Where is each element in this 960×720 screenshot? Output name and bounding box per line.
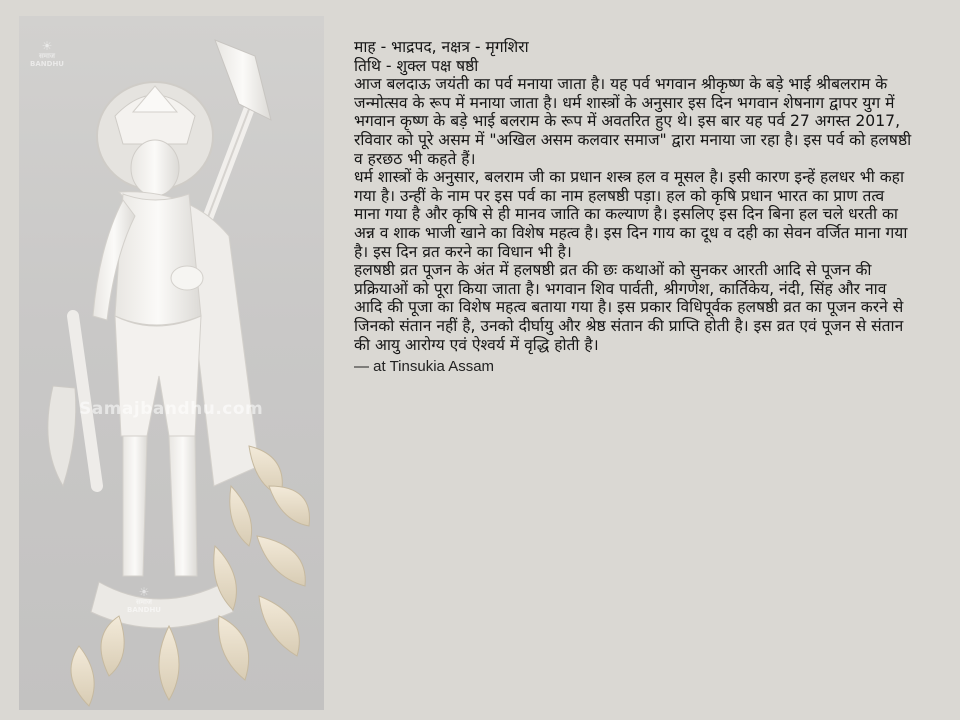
logo-bottom-text: समाज <box>136 598 152 606</box>
paragraph-vrat-pujan: हलषष्ठी व्रत पूजन के अंत में हलषष्ठी व्रत की छः कथाओं को सुनकर आरती आदि से पूजन की प्रक्रियाओं को पूरा किया जाता है। भगवान शिव पार्वती, श्रीगणेश, कार्तिकेय, नंदी, सिंह और नाव आदि की पूजा का विशेष महत्व बताया गया है। इस प्रकार विधिपूर्वक हलषष्ठी व्रत का पूजन करने से जिनको संतान नहीं है, उनको दीर्घायु और श्रेष्ठ संतान की प्राप्ति होती है। इस व्रत एवं पूजन से संतान की आयु आरोग्य एवं ऐश्वर्य में वृद्धि होती है। <box>354 261 904 354</box>
logo-bottom-sub: BANDHU <box>127 606 161 614</box>
article-text <box>354 38 914 376</box>
paragraph-baldau-jayanti: आज बलदाऊ जयंती का पर्व मनाया जाता है। यह पर्व भगवान श्रीकृष्ण के बड़े भाई श्रीबलराम के जन्मोत्सव के रूप में मनाया जाता है। धर्म शास्त्रों के अनुसार इस दिन भगवान शेषनाग द्वापर युग में भगवान कृष्ण के बड़े भाई बलराम के रूप में अवतरित हुए थे। इस बार यह पर्व 27 अगस्त 2017, रविवार को पूरे असम में "अखिल असम कलवार समाज" द्वारा मनाया जा रहा है। इस पर्व को हलषष्ठी व हरछठ भी कहते हैं। <box>354 75 912 168</box>
samajbandhu-logo-top <box>27 40 67 68</box>
balram-statue-image <box>19 16 324 710</box>
statue-illustration <box>19 16 324 710</box>
samajbandhu-logo-bottom <box>124 586 164 614</box>
paragraph-halshashthi: धर्म शास्त्रों के अनुसार, बलराम जी का प्रधान शस्त्र हल व मूसल है। इसी कारण इन्हें हलधर भी कहा गया है। उन्हीं के नाम पर इस पर्व का नाम हलषष्ठी पड़ा। हल को कृषि प्रधान भारत का प्राण तत्व माना गया है और कृषि से ही मानव जाति का कल्याण है। इसलिए इस दिन बिना हल चले धरती का अन्न व शाक भाजी खाने का विशेष महत्व है। इस दिन गाय का दूध व दही का सेवन वर्जित माना गया है। इस दिन व्रत करने का विधान भी है। <box>354 168 908 261</box>
tithi-line: तिथि - शुक्ल पक्ष षष्ठी <box>354 56 479 75</box>
samajbandhu-watermark: Samajbandhu.com <box>79 399 264 419</box>
month-nakshatra-line: माह - भाद्रपद, नक्षत्र - मृगशिरा <box>354 38 529 56</box>
location-caption: — at Tinsukia Assam <box>354 358 495 376</box>
logo-top-sub: BANDHU <box>30 60 64 68</box>
sun-icon: ☀ <box>41 39 53 53</box>
logo-top-text: समाज <box>39 52 55 60</box>
sun-icon: ☀ <box>138 585 150 599</box>
